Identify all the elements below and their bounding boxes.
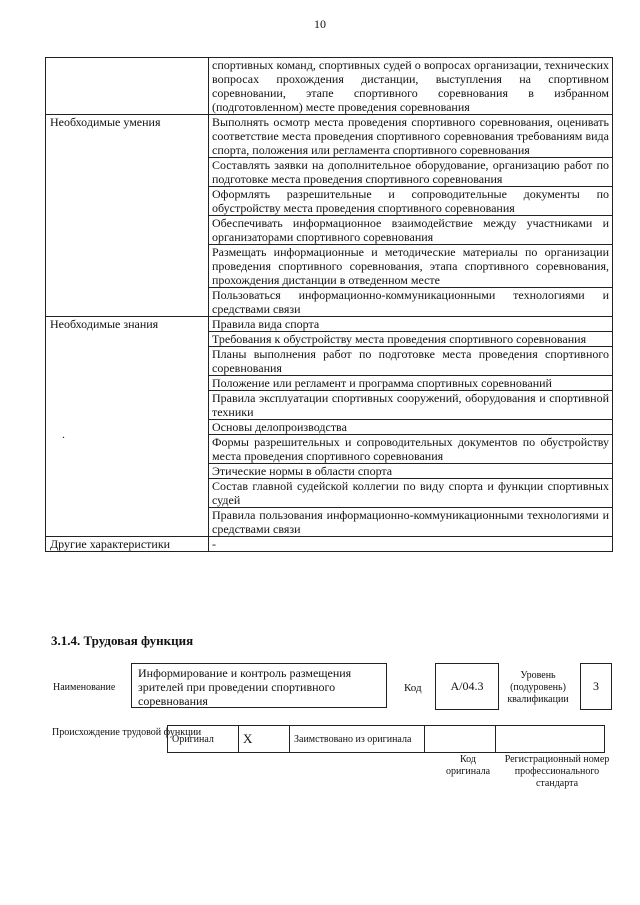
- row-description: Формы разрешительных и сопроводительных документов по обустройству места проведения спортивного соревнования: [209, 435, 613, 464]
- page-number: 10: [314, 17, 326, 31]
- skills-label: Необходимые умения: [46, 115, 209, 317]
- row-description: Планы выполнения работ по подготовке места проведения спортивного соревнования: [209, 347, 613, 376]
- origin-table: [167, 725, 605, 753]
- table-row: [46, 317, 613, 332]
- reg-number-cell: [496, 726, 605, 753]
- competency-table: [45, 57, 613, 552]
- row-description: Размещать информационные и методические материалы по организации проведения спортивного соревнования, этапа спортивного соревнования, прохождения дистанции в отведенном месте: [209, 245, 613, 288]
- row-description: Этические нормы в области спорта: [209, 464, 613, 479]
- origin-label: Происхождение трудовой функции: [52, 727, 202, 738]
- row-description: Состав главной судейской коллегии по виду спорта и функции спортивных судей: [209, 479, 613, 508]
- knowledge-label: Необходимые знания: [50, 317, 159, 331]
- row-description: Обеспечивать информационное взаимодействие между участниками и организаторами спортивного соревнования: [209, 216, 613, 245]
- stray-bullet: .: [62, 427, 65, 441]
- code-original-cell: [425, 726, 496, 753]
- row-description: Положение или регламент и программа спортивных соревнований: [209, 376, 613, 391]
- section-heading: 3.1.4. Трудовая функция: [51, 633, 194, 648]
- original-cell: Оригинал: [168, 726, 239, 753]
- row-description: Составлять заявки на дополнительное оборудование, организацию работ по подготовке места проведения спортивного соревнования: [209, 158, 613, 187]
- reg-number-label: Регистрационный номер профессионального стандарта: [504, 754, 610, 789]
- row-description: Правила эксплуатации спортивных сооружений, оборудования и спортивной техники: [209, 391, 613, 420]
- knowledge-label-cell: [46, 317, 209, 537]
- function-name-box: Информирование и контроль размещения зрителей при проведении спортивного соревнования: [131, 663, 387, 708]
- code-original-label: Код оригинала: [445, 754, 491, 777]
- original-mark: X: [239, 726, 290, 753]
- table-row: [46, 115, 613, 158]
- row-description: Требования к обустройству места проведения спортивного соревнования: [209, 332, 613, 347]
- table-row: [46, 537, 613, 552]
- row-description: Выполнять осмотр места проведения спортивного соревнования, оценивать соответствие места проведения спортивного соревнования требованиям вида спорта, положения или регламента спортивного соревнования: [209, 115, 613, 158]
- row-description: спортивных команд, спортивных судей о вопросах организации, технических вопросах прохождения дистанции, выступления на спортивном соревновании, этапе спортивного соревнования в избранном (подготовленном) месте проведения соревнования: [209, 58, 613, 115]
- row-description: Правила пользования информационно-коммуникационными технологиями и средствами связи: [209, 508, 613, 537]
- borrowed-cell: Заимствовано из оригинала: [290, 726, 425, 753]
- row-description: Основы делопроизводства: [209, 420, 613, 435]
- table-row: [46, 58, 613, 115]
- row-label: [46, 58, 209, 115]
- row-description: -: [209, 537, 613, 552]
- code-label: Код: [404, 682, 422, 694]
- level-label: Уровень (подуровень) квалификации: [507, 670, 569, 705]
- other-label: Другие характеристики: [46, 537, 209, 552]
- function-code-box: A/04.3: [435, 663, 499, 710]
- row-description: Оформлять разрешительные и сопроводительные документы по обустройству места проведения спортивного соревнования: [209, 187, 613, 216]
- level-value-box: 3: [580, 663, 612, 710]
- row-description: Пользоваться информационно-коммуникационными технологиями и средствами связи: [209, 288, 613, 317]
- name-label: Наименование: [53, 682, 116, 693]
- row-description: Правила вида спорта: [209, 317, 613, 332]
